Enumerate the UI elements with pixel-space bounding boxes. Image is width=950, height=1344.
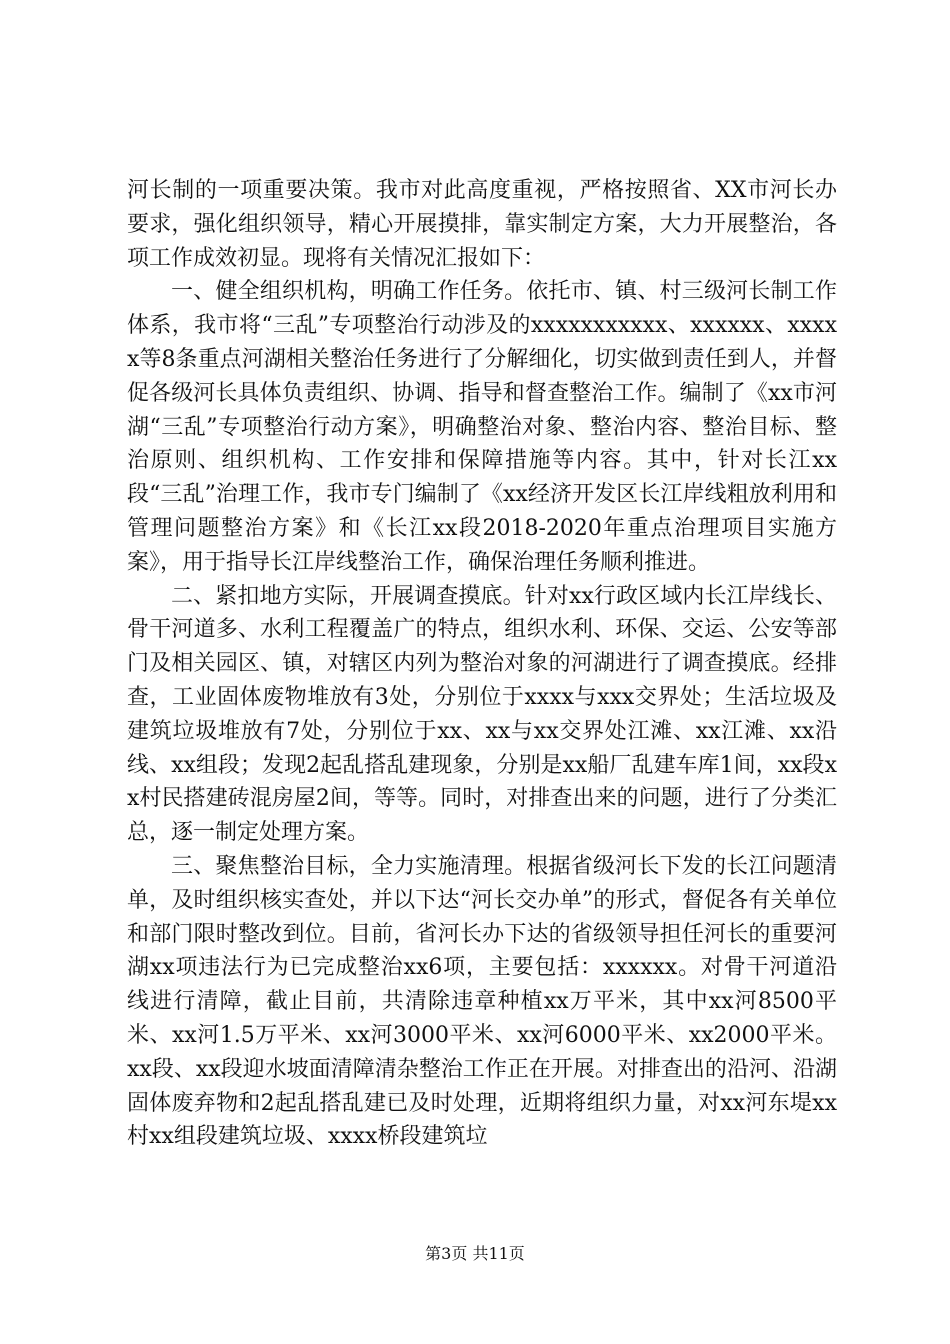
- page-number-footer: 第3页 共11页: [425, 1244, 525, 1263]
- paragraph-section-2: 二、紧扣地方实际，开展调查摸底。针对xx行政区域内长江岸线长、骨干河道多、水利工程覆盖广的特点，组织水利、环保、交运、公安等部门及相关园区、镇，对辖区内列为整治对象的河湖进行了调查摸底。经排查，工业固体废物堆放有3处，分别位于xxxx与xxx交界处；生活垃圾及建筑垃圾堆放有7处，分别位于xx、xx与xx交界处江滩、xx江滩、xx沿线、xx组段；发现2起乱搭乱建现象，分别是xx船厂乱建车库1间，xx段xx村民搭建砖混房屋2间，等等。同时，对排查出来的问题，进行了分类汇总，逐一制定处理方案。: [127, 583, 837, 846]
- document-body: [127, 174, 837, 1154]
- paragraph-section-1: 一、健全组织机构，明确工作任务。依托市、镇、村三级河长制工作体系，我市将“三乱”专项整治行动涉及的xxxxxxxxxxx、xxxxxx、xxxxx等8条重点河湖相关整治任务进行了分解细化，切实做到责任到人，并督促各级河长具体负责组织、协调、指导和督查整治工作。编制了《xx市河湖“三乱”专项整治行动方案》，明确整治对象、整治内容、整治目标、整治原则、组织机构、工作安排和保障措施等内容。其中，针对长江xx段“三乱”治理工作，我市专门编制了《xx经济开发区长江岸线粗放利用和管理问题整治方案》和《长江xx段2018-2020年重点治理项目实施方案》，用于指导长江岸线整治工作，确保治理任务顺利推进。: [127, 279, 837, 575]
- paragraph-section-3: 三、聚焦整治目标，全力实施清理。根据省级河长下发的长江问题清单，及时组织核实查处，并以下达“河长交办单”的形式，督促各有关单位和部门限时整改到位。目前，省河长办下达的省级领导担任河长的重要河湖xx项违法行为已完成整治xx6项，主要包括：xxxxxx。对骨干河道沿线进行清障，截止目前，共清除违章种植xx万平米，其中xx河8500平米、xx河1.5万平米、xx河3000平米、xx河6000平米、xx2000平米。xx段、xx段迎水坡面清障清杂整治工作正在开展。对排查出的沿河、沿湖固体废弃物和2起乱搭乱建已及时处理，近期将组织力量，对xx河东堤xx村xx组段建筑垃圾、xxxx桥段建筑垃: [127, 853, 837, 1150]
- paragraph-intro: 河长制的一项重要决策。我市对此高度重视，严格按照省、XX市河长办要求，强化组织领导，精心开展摸排，靠实制定方案，大力开展整治，各项工作成效初显。现将有关情况汇报如下：: [127, 178, 837, 271]
